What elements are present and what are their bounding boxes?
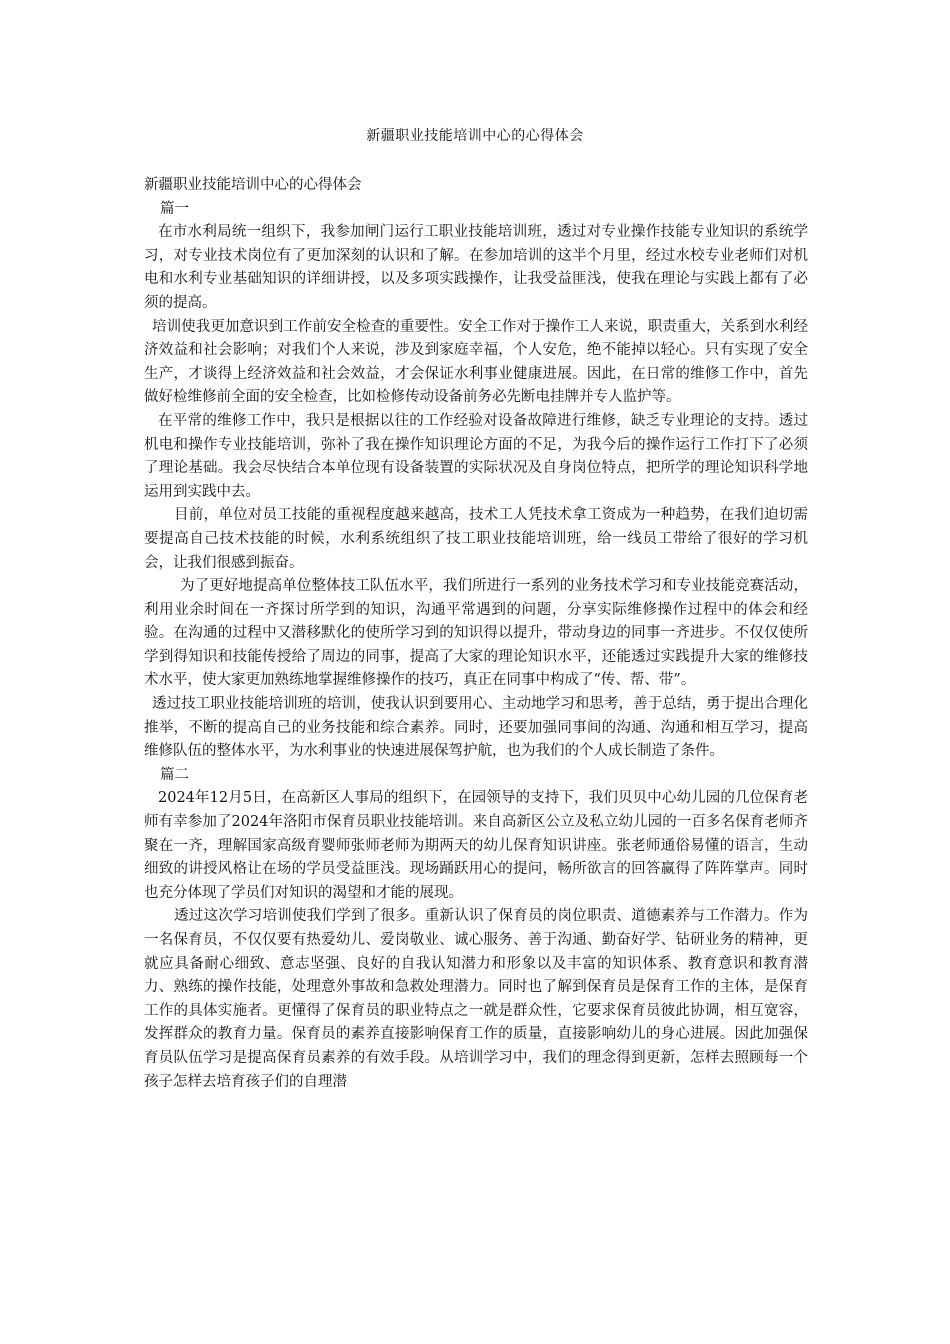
paragraph: 培训使我更加意识到工作前安全检查的重要性。安全工作对于操作工人来说，职责重大，关系到水利经济效益和社会影响；对我们个人来说，涉及到家庭幸福，个人安危，绝不能掉以轻心。只有实现了安全生产，才谈得上经济效益和社会效益，才会保证水利事业健康进展。因此，在日常的维修工作中，首先做好检维修前全面的安全检查，比如检修传动设备前务必先断电挂牌并专人监护等。 [144,318,808,406]
section-label-one: 篇一 [160,200,189,217]
paragraph: 透过技工职业技能培训班的培训，使我认识到要用心、主动地学习和思考，善于总结，勇于提出合理化推举，不断的提高自己的业务技能和综合素养。同时，还要加强同事间的沟通、沟通和相互学习，提高维修队伍的整体水平，为水利事业的快速进展保驾护航，也为我们的个人成长制造了条件。 [144,696,808,760]
paragraph: 为了更好地提高单位整体技工队伍水平，我们所进行一系列的业务技术学习和专业技能竞赛活动，利用业余时间在一齐探讨所学到的知识，沟通平常遇到的问题，分享实际维修操作过程中的体会和经验。在沟通的过程中又潜移默化的使所学习到的知识得以提升，带动身边的同事一齐进步。不仅仅使所学到得知识和技能传授给了周边的同事，提高了大家的理论知识水平，还能透过实践提升大家的维修技术水平，使大家更加熟练地掌握维修操作的技巧，真正在同事中构成了“传、帮、带”。 [144,578,808,689]
paragraph: 目前，单位对员工技能的重视程度越来越高，技术工人凭技术拿工资成为一种趋势，在我们迫切需要提高自己技术技能的时候，水利系统组织了技工职业技能培训班，给一线员工带给了很好的学习机会，让我们很感到振奋。 [144,507,808,571]
paragraph: 在平常的维修工作中，我只是根据以往的工作经验对设备故障进行维修，缺乏专业理论的支持。透过机电和操作专业技能培训，弥补了我在操作知识理论方面的不足，为我今后的操作运行工作打下了必须了理论基础。我会尽快结合本单位现有设备装置的实际状况及自身岗位特点，把所学的理论知识科学地运用到实践中去。 [144,412,808,500]
document-subtitle: 新疆职业技能培训中心的心得体会 [144,177,362,193]
document-title: 新疆职业技能培训中心的心得体会 [366,128,584,144]
document-body [144,174,808,1094]
section-label-two: 篇二 [160,766,189,783]
paragraph: 透过这次学习培训使我们学到了很多。重新认识了保育员的岗位职责、道德素养与工作潜力。作为一名保育员，不仅仅要有热爱幼儿、爱岗敬业、诚心服务、善于沟通、勤奋好学、钻研业务的精神，更就应具备耐心细致、意志坚强、良好的自我认知潜力和形象以及丰富的知识体系、教育意识和教育潜力、熟练的操作技能，处理意外事故和急救处理潜力。同时也了解到保育员是保育工作的主体，是保育工作的具体实施者。更懂得了保育员的职业特点之一就是群众性，它要求保育员彼此协调，相互宽容，发挥群众的教育力量。保育员的素养直接影响保育工作的质量，直接影响幼儿的身心进展。因此加强保育员队伍学习是提高保育员素养的有效手段。从培训学习中，我们的理念得到更新，怎样去照顾每一个孩子怎样去培育孩子们的自理潜 [144,908,808,1090]
paragraph: 在市水利局统一组织下，我参加闸门运行工职业技能培训班，透过对专业操作技能专业知识的系统学习，对专业技术岗位有了更加深刻的认识和了解。在参加培训的这半个月里，经过水校专业老师们对机电和水利专业基础知识的详细讲授，以及多项实践操作，让我受益匪浅，使我在理论与实践上都有了必须的提高。 [144,224,808,311]
paragraph: 2024年12月5日，在高新区人事局的组织下，在园领导的支持下，我们贝贝中心幼儿园的几位保育老师有幸参加了2024年洛阳市保育员职业技能培训。来自高新区公立及私立幼儿园的一百多名保育老师齐聚在一齐，理解国家高级育婴师张师老师为期两天的幼儿保育知识讲座。张老师通俗易懂的语言，生动细致的讲授风格让在场的学员受益匪浅。现场踊跃用心的提问，畅所欲言的回答赢得了阵阵掌声。同时也充分体现了学员们对知识的渴望和才能的展现。 [144,790,808,901]
